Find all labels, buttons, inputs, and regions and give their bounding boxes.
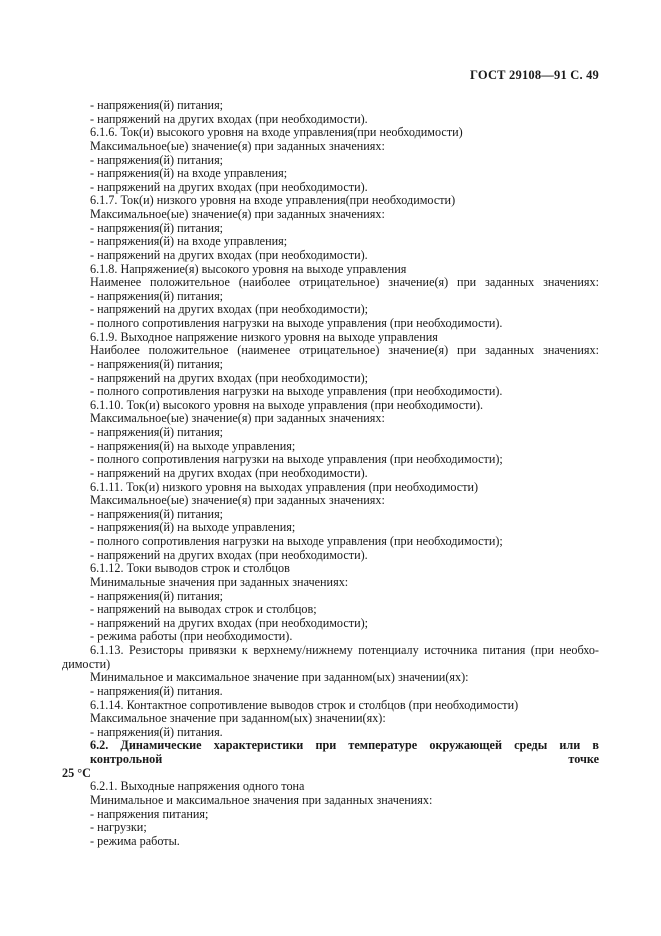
document-body (62, 99, 599, 848)
text-line: Минимальное и максимальное значение при заданном(ых) значении(ях): (90, 670, 469, 685)
text-line: - напряжения(й) питания. (90, 724, 223, 739)
text-line: - напряжения(й) питания; (90, 506, 224, 521)
text-line: 6.1.11. Ток(и) низкого уровня на выходах управления (при необходимости) (90, 479, 479, 494)
text-line: - напряжений на выводах строк и столбцов; (90, 602, 317, 617)
text-line: - полного сопротивления нагрузки на выходе управления (при необходимости); (90, 534, 503, 548)
text-line: - напряжений на других входах (при необходимости). (90, 465, 368, 480)
text-line: - напряжения(й) питания; (90, 288, 224, 303)
text-line: 6.1.9. Выходное напряжение низкого уровня на выходе управления (90, 329, 438, 344)
text-line: 6.1.8. Напряжение(я) высокого уровня на выходе управления (90, 261, 407, 276)
text-line: - напряжения(й) питания; (90, 220, 224, 235)
text-line: - напряжения(й) питания; (90, 425, 224, 439)
text-line: - режима работы (при необходимости). (90, 629, 293, 644)
text-line: - напряжения(й) питания; (90, 98, 224, 112)
text-line: - напряжения(й) питания. (90, 683, 223, 698)
text-line: - напряжений на других входах (при необходимости). (90, 179, 368, 194)
text-line: - напряжения(й) питания; (90, 152, 224, 167)
text-line: - напряжения(й) питания; (90, 588, 224, 603)
text-line: - напряжений на других входах (при необходимости). (90, 547, 368, 562)
text-line: димости) (62, 656, 111, 671)
text-line: Минимальное и максимальное значения при заданных значениях: (90, 792, 433, 807)
text-line: 6.1.7. Ток(и) низкого уровня на входе управления(при необходимости) (90, 193, 456, 208)
text-line: - напряжений на других входах (при необходимости). (90, 247, 368, 262)
text-line: - напряжений на других входах (при необходимости); (90, 302, 369, 317)
text-line: 6.1.10. Ток(и) высокого уровня на выходе управления (при необходимости). (90, 397, 484, 412)
text-line: Максимальное(ые) значение(я) при заданных значениях: (90, 411, 385, 426)
text-line: - нагрузки; (90, 820, 147, 835)
text-line: 25 °С (62, 765, 91, 780)
text-line: 6.2. Динамические характеристики при температуре окружающей среды или в контрольной точке (90, 738, 599, 766)
text-line: - полного сопротивления нагрузки на выходе управления (при необходимости); (90, 452, 503, 467)
text-line: - напряжений на других входах (при необходимости). (90, 111, 368, 126)
text-line: Максимальное(ые) значение(я) при заданных значениях: (90, 138, 385, 153)
text-line: - режима работы. (90, 833, 180, 848)
text-line: Минимальные значения при заданных значениях: (90, 574, 349, 589)
text-line: 6.1.13. Резисторы привязки к верхнему/нижнему потенциалу источника питания (при необхо- (90, 643, 599, 657)
text-line: 6.1.12. Токи выводов строк и столбцов (90, 561, 290, 576)
text-line: 6.1.14. Контактное сопротивление выводов строк и столбцов (при необходимости) (90, 697, 519, 712)
text-line: - напряжений на других входах (при необходимости); (90, 370, 369, 385)
text-line: - напряжения(й) на выходе управления; (90, 438, 296, 453)
text-line: - напряжения(й) питания; (90, 356, 224, 371)
text-line: - напряжения(й) на выходе управления; (90, 520, 296, 535)
text-line: - напряжений на других входах (при необходимости); (90, 615, 369, 630)
text-line: Максимальное(ые) значение(я) при заданных значениях: (90, 207, 385, 221)
text-line: - напряжения(й) на входе управления; (90, 166, 288, 181)
text-line: - напряжения(й) на входе управления; (90, 234, 288, 249)
page-header: ГОСТ 29108—91 С. 49 (470, 68, 599, 82)
text-line: - полного сопротивления нагрузки на выходе управления (при необходимости). (90, 384, 503, 399)
text-line: Наименее положительное (наиболее отрицательное) значение(я) при заданных значениях: (90, 275, 599, 290)
text-line: 6.1.6. Ток(и) высокого уровня на входе управления(при необходимости) (90, 125, 463, 140)
text-line: Максимальное(ые) значение(я) при заданных значениях: (90, 493, 385, 508)
text-line: - полного сопротивления нагрузки на выходе управления (при необходимости). (90, 316, 503, 330)
text-line: 6.2.1. Выходные напряжения одного тона (90, 779, 305, 794)
text-line: Наиболее положительное (наименее отрицательное) значение(я) при заданных значениях: (90, 343, 599, 358)
text-line: - напряжения питания; (90, 806, 209, 821)
text-line: Максимальное значение при заданном(ых) значении(ях): (90, 711, 386, 726)
